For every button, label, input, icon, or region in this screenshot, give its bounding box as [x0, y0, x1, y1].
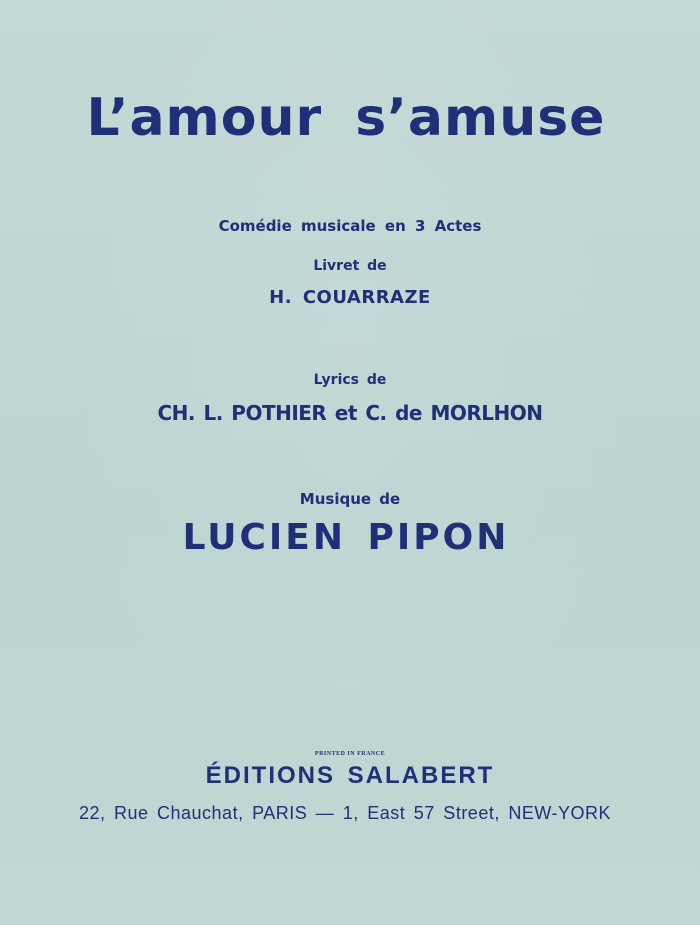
- subtitle: Comédie musicale en 3 Actes: [218, 217, 482, 235]
- lyricists: CH. L. POTHIER et C. de MORLHON: [157, 401, 543, 425]
- lyrics-label: Lyrics de: [313, 372, 387, 388]
- title: L’amour s’amuse: [86, 88, 606, 148]
- musique-label: Musique de: [299, 490, 401, 508]
- printed-note: PRINTED IN FRANCE: [314, 751, 386, 757]
- livret-label: Livret de: [313, 258, 387, 274]
- livret-author: H. COUARRAZE: [269, 287, 431, 308]
- publisher-name: ÉDITIONS SALABERT: [205, 762, 495, 789]
- publisher-address: 22, Rue Chauchat, PARIS — 1, East 57 Street, NEW-YORK: [78, 803, 612, 823]
- composer-name: LUCIEN PIPON: [182, 517, 510, 558]
